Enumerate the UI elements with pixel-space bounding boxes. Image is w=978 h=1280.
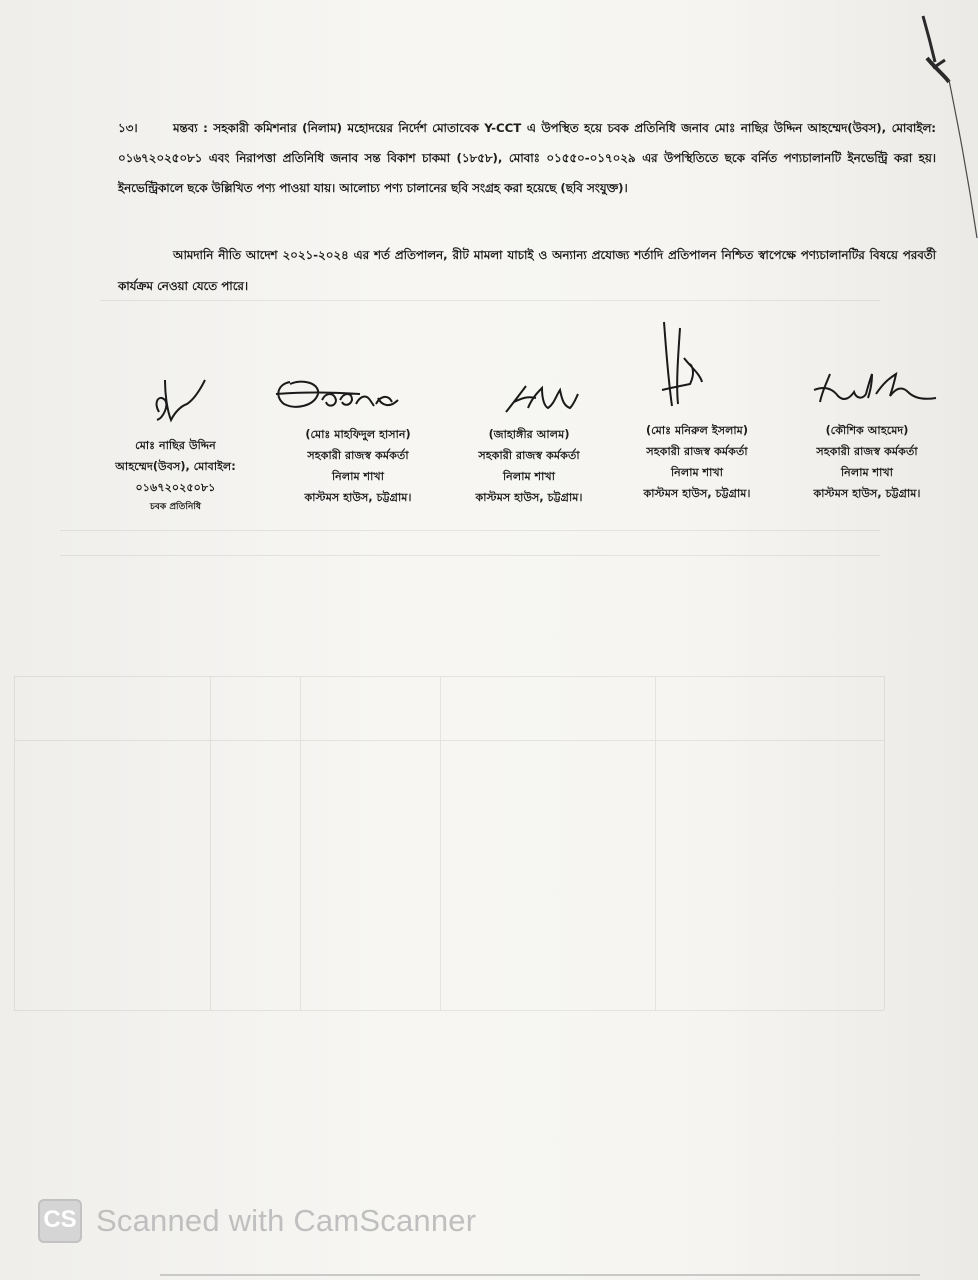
signatory-port-representative <box>88 435 263 516</box>
signature-1 <box>145 372 215 427</box>
signature-3 <box>498 378 583 418</box>
signatory-office: কাস্টমস হাউস, চট্টগ্রাম। <box>475 491 583 504</box>
signatory-jahangir-alam <box>440 424 618 508</box>
signatory-mahfidul-hasan <box>268 424 448 508</box>
signatory-name: (কৌশিক আহমেদ) <box>825 424 909 437</box>
signatory-section: নিলাম শাখা <box>502 470 556 483</box>
bottom-edge-line <box>160 1274 920 1276</box>
signatory-name: (জাহাঙ্গীর আলম) <box>488 428 570 441</box>
recommendation-paragraph <box>118 240 936 302</box>
signatory-office: কাস্টমস হাউস, চট্টগ্রাম। <box>813 487 921 500</box>
signatory-name: (মোঃ মনিরুল ইসলাম) <box>646 424 748 437</box>
signatory-monirul-islam <box>608 420 786 504</box>
recommendation-text: আমদানি নীতি আদেশ ২০২১-২০২৪ এর শর্ত প্রতিপালন, রীট মামলা যাচাই ও অন্যান্য প্রযোজ্য শর্তাদি প্রতিপালন নিশ্চিত স্বাপেক্ষে পণ্যচালানটির বিষয়ে পরবর্তী কার্যক্রম নেওয়া যেতে পারে। <box>118 248 936 293</box>
signatory-office: কাস্টমস হাউস, চট্টগ্রাম। <box>304 491 412 504</box>
camscanner-watermark-text: Scanned with CamScanner <box>96 1203 477 1238</box>
signatory-koushik-ahmed <box>778 420 956 504</box>
camscanner-logo: CS <box>38 1199 82 1243</box>
signatory-designation: সহকারী রাজস্ব কর্মকর্তা <box>478 449 580 462</box>
signatory-designation: সহকারী রাজস্ব কর্মকর্তা <box>646 445 748 458</box>
signatory-role: চবক প্রতিনিধি <box>150 502 201 512</box>
signatory-section: নিলাম শাখা <box>670 466 724 479</box>
signatory-designation: সহকারী রাজস্ব কর্মকর্তা <box>307 449 409 462</box>
signature-4 <box>650 318 710 418</box>
signatory-section: নিলাম শাখা <box>840 466 894 479</box>
signatory-section: নিলাম শাখা <box>331 470 385 483</box>
signatory-detail: আহম্মেদ(উবস), মোবাইল: <box>115 460 236 473</box>
paragraph-number: ১৩। <box>118 121 138 135</box>
signatory-name: (মোঃ মাহফিদুল হাসান) <box>305 428 411 441</box>
remarks-paragraph <box>118 113 936 203</box>
signature-5 <box>810 368 945 413</box>
remarks-text: মন্তব্য : সহকারী কমিশনার (নিলাম) মহোদয়ের নির্দেশ মোতাবেক Y-CCT এ উপস্থিত হয়ে চবক প্রতিনিধি জনাব মোঃ নাছির উদ্দিন আহম্মেদ(উবস), মোবাইল: ০১৬৭২০২৫০৮১ এবং নিরাপত্তা প্রতিনিধি জনাব সন্ত বিকাশ চাকমা (১৮৫৮), মোবাঃ ০১৫৫০-০১৭০২৯ এর উপস্থিতিতে ছকে বর্নিত পণ্যচালানটি ইনভেন্ট্রি করা হয়। ইনভেন্ট্রিকালে ছকে উল্লিখিত পণ্য পাওয়া যায়। আলোচ্য পণ্য চালানের ছবি সংগ্রহ করা হয়েছে (ছবি সংযুক্ত)। <box>118 121 936 195</box>
signatory-office: কাস্টমস হাউস, চট্টগ্রাম। <box>643 487 751 500</box>
signatory-name: মোঃ নাছির উদ্দিন <box>135 439 216 452</box>
signature-2 <box>270 370 405 420</box>
signatory-phone: ০১৬৭২০২৫০৮১ <box>135 481 216 494</box>
signatory-designation: সহকারী রাজস্ব কর্মকর্তা <box>816 445 918 458</box>
